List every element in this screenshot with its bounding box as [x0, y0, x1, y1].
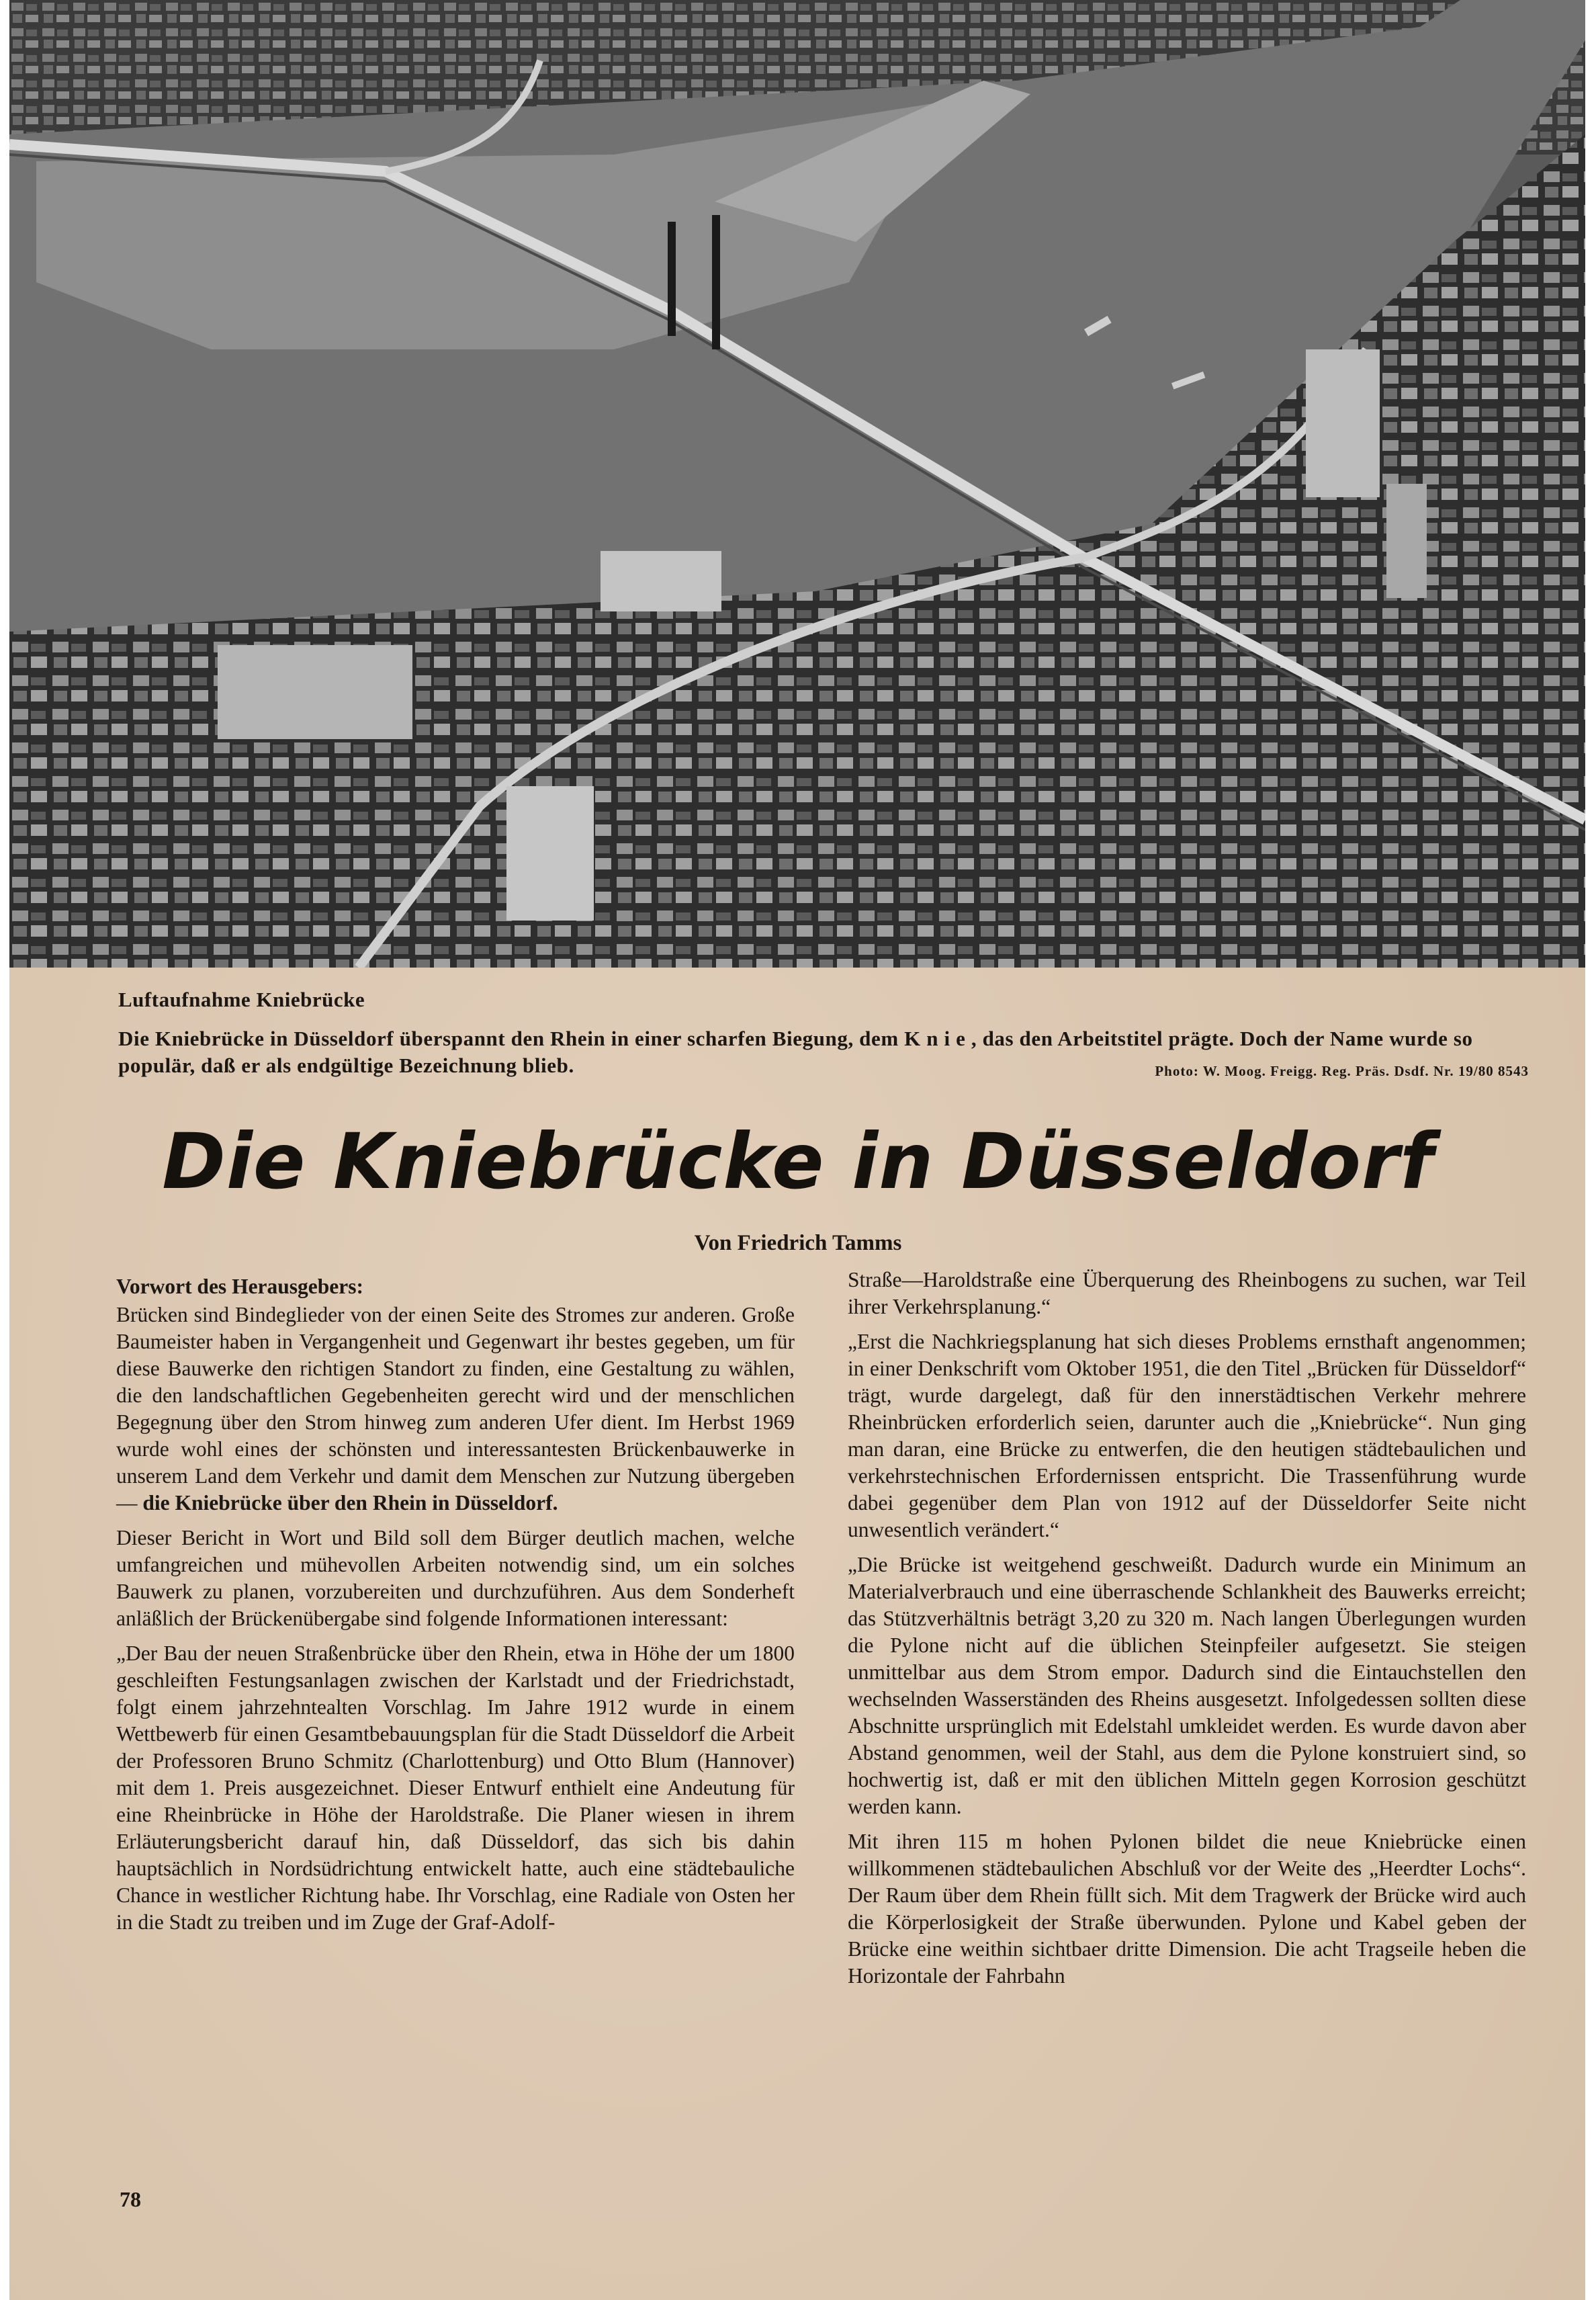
caption-keyword: Knie: [904, 1027, 971, 1050]
right-column: [848, 1267, 1526, 1998]
caption-text: [118, 1025, 1529, 1079]
left-column: [116, 1267, 795, 1944]
right-paragraph-3: „Die Brücke ist weitgehend geschweißt. Dadurch wurde ein Minimum an Materialverbrauch und eine überraschende Schlankheit des Bauwerks erreicht; das Stützverhältnis beträgt 3,20 zu 320 m. Nach langen Überlegungen wurden die Pylone nicht auf die üblichen Steinpfeiler aufgesetzt. Sie steigen unmittelbar aus dem Strom empor. Dadurch sind die Eintauchstellen den wechselnden Wasserständen des Rheins ausgesetzt. Infolgedessen sollten diese Abschnitte ursprünglich mit Edelstahl umkleidet werden. Es wurde davon aber Abstand genommen, weil der Stahl, aus dem die Pylone konstruiert sind, so hochwertig ist, daß er mit den üblichen Mitteln gegen Korrosion geschützt werden kann.: [848, 1553, 1526, 1818]
foreword-subhead: Vorwort des Herausgebers:: [116, 1275, 364, 1298]
left-paragraph-1-bold: die Kniebrücke über den Rhein in Düsseldorf.: [142, 1491, 558, 1515]
photo-caption: [118, 988, 1529, 1084]
left-paragraph-1: [116, 1302, 795, 1517]
right-paragraph-2: „Erst die Nachkriegsplanung hat sich dieses Problems ernsthaft angenommen; in einer Denkschrift vom Oktober 1951, die den Titel „Brücken für Düsseldorf“ trägt, wurde dargelegt, daß für den innerstädtischen Verkehr mehrere Rheinbrücken erforderlich seien, darunter auch die „Kniebrücke“. Nun ging man daran, eine Brücke zu entwerfen, die den heutigen städtebaulichen und verkehrstechnischen Erfordernissen entspricht. Die Trassenführung wurde dabei gegenüber dem Plan von 1912 auf der Düsseldorfer Seite nicht unwesentlich verändert.“: [848, 1330, 1526, 1541]
aerial-photo: [9, 0, 1585, 968]
caption-text-after: , das den Arbeitstitel prägte. Doch der Name wurde so populär, daß er als endgültige Bezeichnung blieb.: [118, 1027, 1473, 1077]
left-paragraph-2: Dieser Bericht in Wort und Bild soll dem Bürger deutlich machen, welche umfangreichen und mühevollen Arbeiten notwendig sind, um ein solches Bauwerk zu planen, vorzubereiten und durchzuführen. Aus dem Sonderheft anläßlich der Brückenübergabe sind folgende Informationen interessant:: [116, 1526, 795, 1630]
page-number: 78: [120, 2187, 141, 2211]
article-headline: Die Kniebrücke in Düsseldorf: [162, 1117, 1434, 1206]
article-byline: Von Friedrich Tamms: [694, 1231, 902, 1255]
caption-text-before: Die Kniebrücke in Düsseldorf überspannt den Rhein in einer scharfen Biegung, dem: [118, 1027, 905, 1050]
photo-credit: Photo: W. Moog. Freigg. Reg. Präs. Dsdf. Nr. 19/80 8543: [1155, 1063, 1529, 1079]
left-paragraph-3: „Der Bau der neuen Straßenbrücke über den Rhein, etwa in Höhe der um 1800 geschleiften Festungsanlagen zwischen der Karlstadt und der Friedrichstadt, folgt einem jahrzehntealten Vorschlag. Im Jahre 1912 wurde in einem Wettbewerb für einen Gesamtbebauungsplan für die Stadt Düsseldorf die Arbeit der Professoren Bruno Schmitz (Charlottenburg) und Otto Blum (Hannover) mit dem 1. Preis ausgezeichnet. Dieser Entwurf enthielt eine Andeutung für eine Rheinbrücke in Höhe der Haroldstraße. Die Planer wiesen in ihrem Erläuterungsbericht darauf hin, daß Düsseldorf, das sich bis dahin hauptsächlich in Nordsüdrichtung entwickelt hatte, auch eine städtebauliche Chance in westlicher Richtung habe. Ihr Vorschlag, eine Radiale von Osten her in die Stadt zu treiben und im Zuge der Graf-Adolf-: [116, 1642, 795, 1934]
caption-title: Luftaufnahme Kniebrücke: [118, 988, 365, 1011]
right-paragraph-4: Mit ihren 115 m hohen Pylonen bildet die neue Kniebrücke einen willkommenen städtebaulichen Abschluß vor der Weite des „Heerdter Lochs“. Der Raum über dem Rhein füllt sich. Mit dem Tragwerk der Brücke wird auch die Körperlosigkeit der Straße überwunden. Pylone und Kabel geben der Brücke eine weithin sichtbaer dritte Dimension. Die acht Tragseile heben die Horizontale der Fahrbahn: [848, 1830, 1526, 1988]
right-paragraph-1: Straße—Haroldstraße eine Überquerung des Rheinbogens zu suchen, war Teil ihrer Verkehrsplanung.“: [848, 1268, 1526, 1318]
left-paragraph-1-text: Brücken sind Bindeglieder von der einen Seite des Stromes zur anderen. Große Baumeister haben in Vergangenheit und Gegenwart ihr bestes gegeben, um für diese Bauwerke den richtigen Standort zu finden, eine Gestaltung zu wählen, die den landschaftlichen Gegebenheiten gerecht wird und der menschlichen Begegnung über den Strom hinweg zum anderen Ufer dient. Im Herbst 1969 wurde wohl eines der schönsten und interessantesten Brückenbauwerke in unserem Land dem Verkehr und damit dem Menschen zur Nutzung übergeben —: [116, 1303, 795, 1515]
